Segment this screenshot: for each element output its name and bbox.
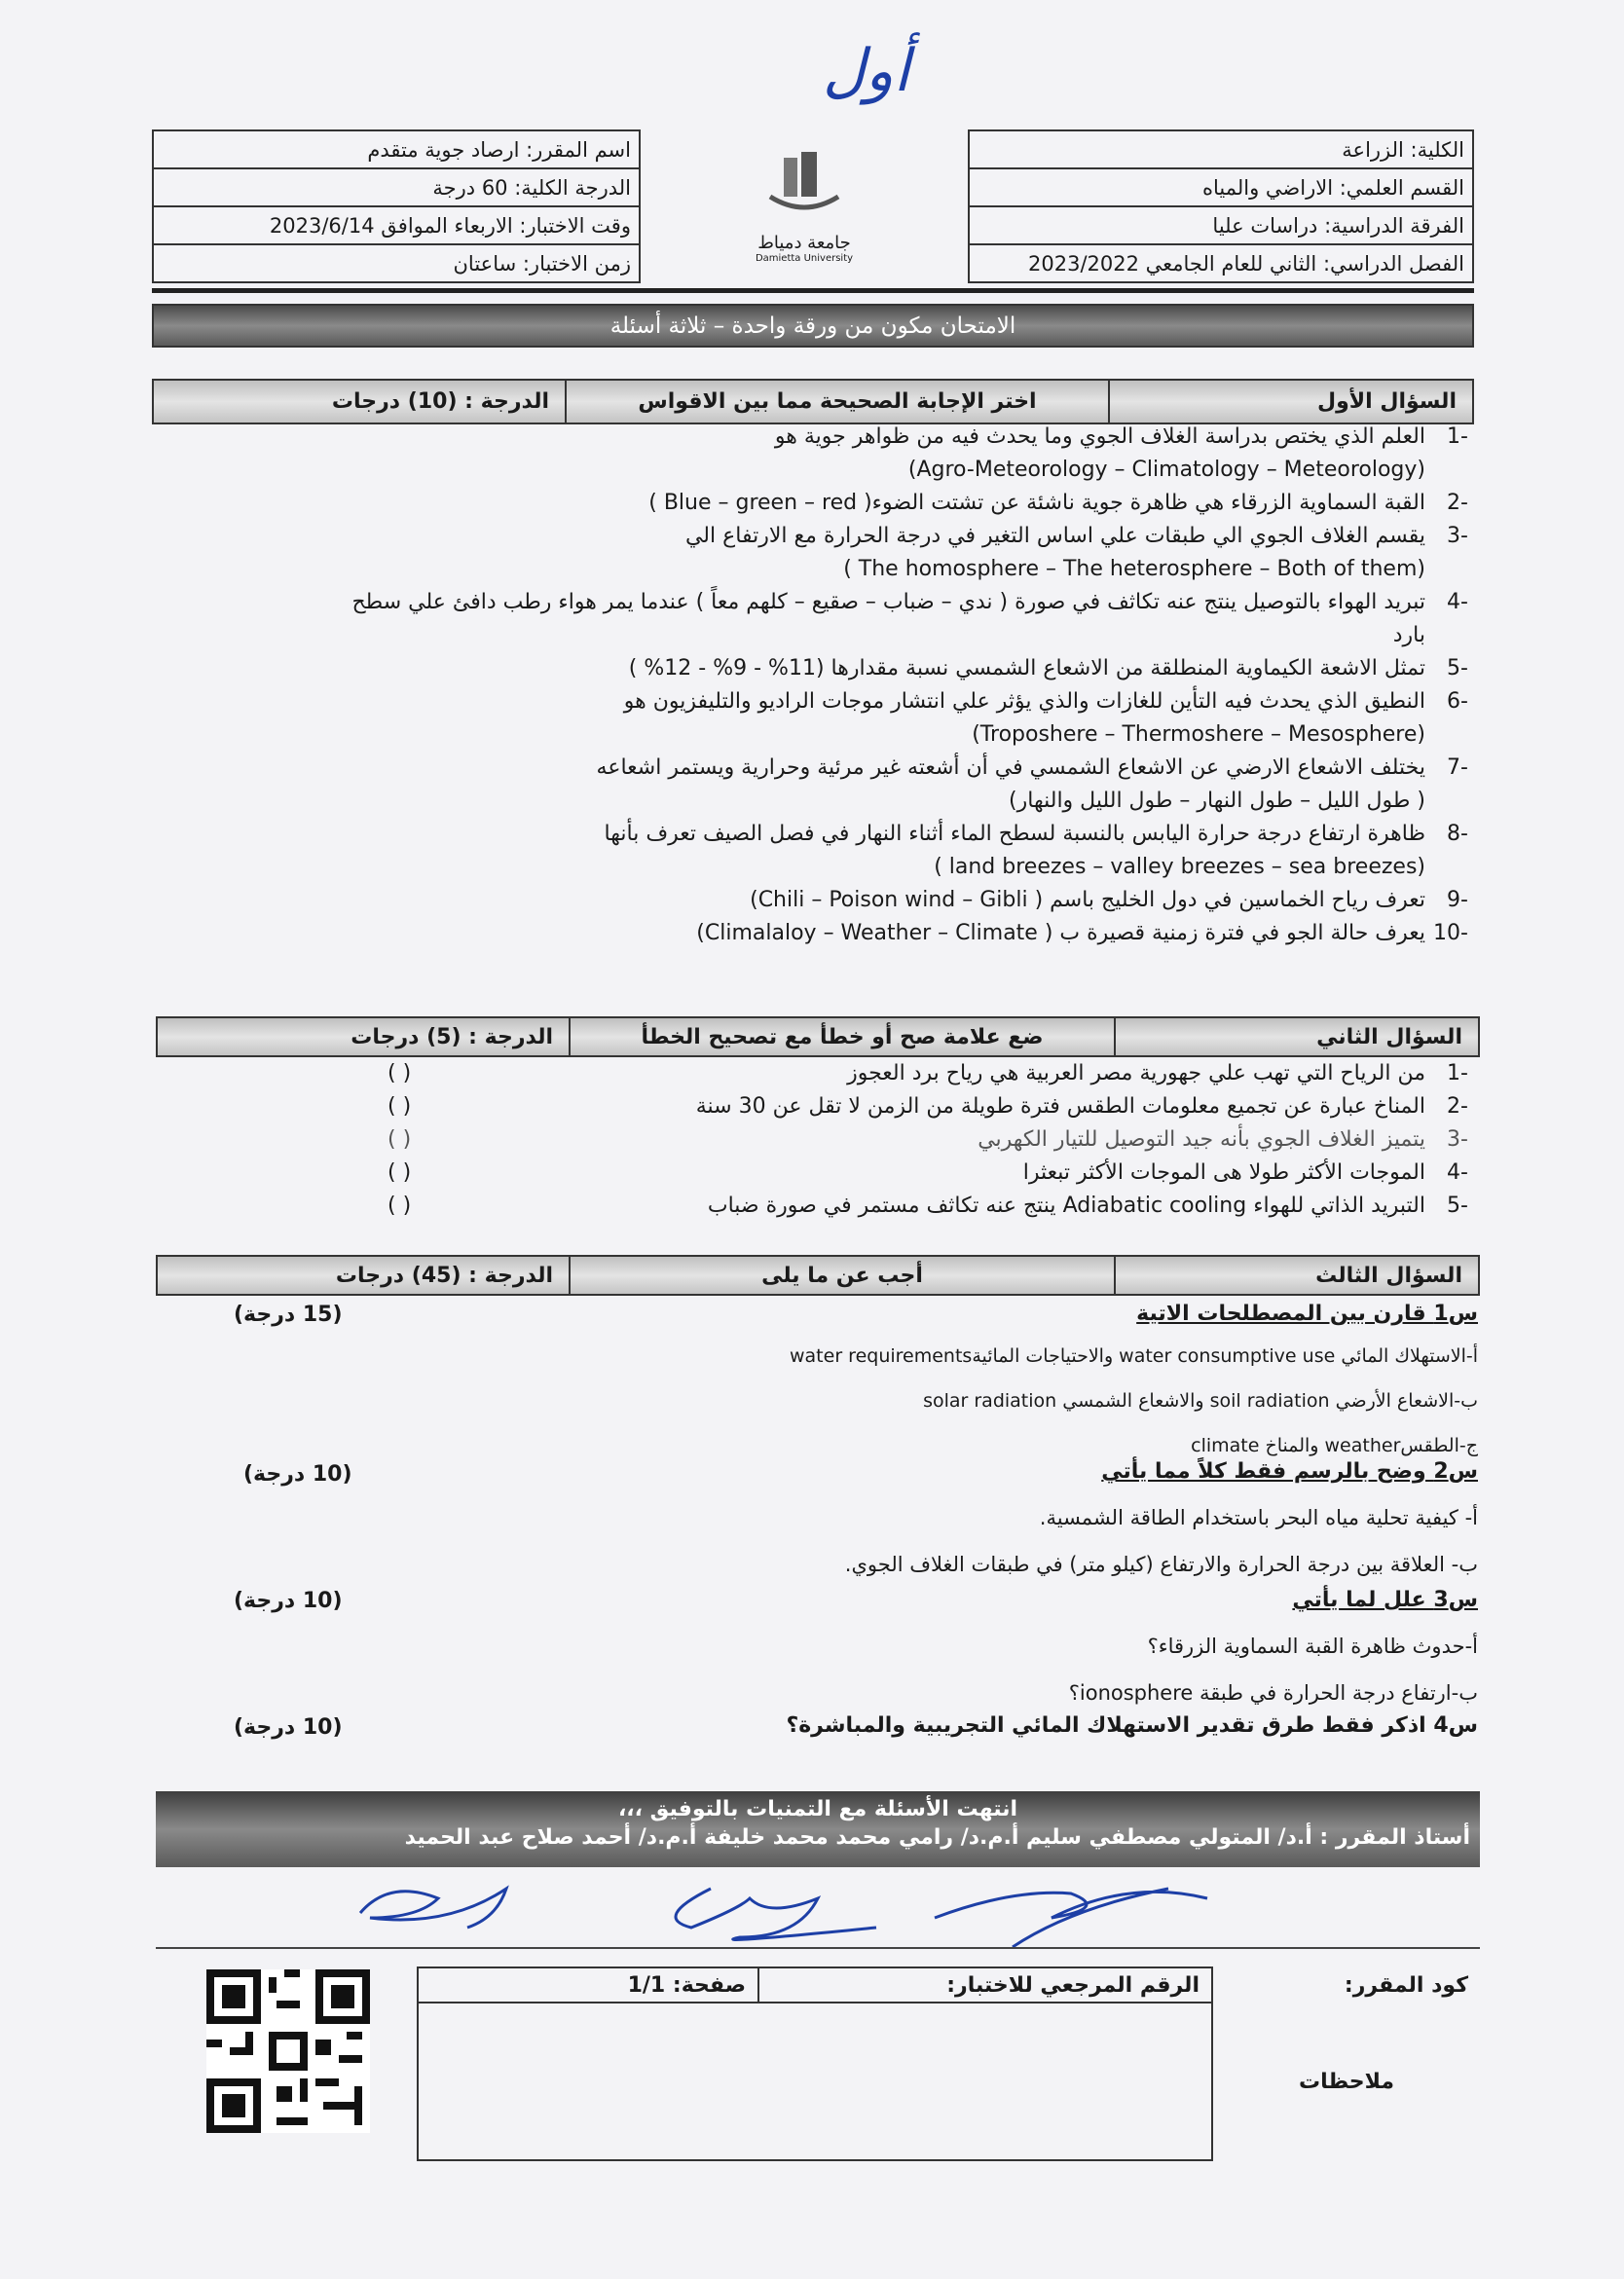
footer-table (417, 1967, 1480, 2161)
page-number: صفحة: 1/1 (418, 1967, 758, 2003)
qr-code-icon (206, 1969, 370, 2133)
q2-title: السؤال الثاني (1115, 1017, 1479, 1056)
q2-item: -3يتميز الغلاف الجوي بأنه جيد التوصيل للتيار الكهربي ( ) (144, 1123, 1468, 1157)
q3-s3-title: س3 علل لما يأتي (1292, 1588, 1478, 1612)
signature-1 (360, 1889, 506, 1928)
q1-item-options: ( طول الليل – طول النهار – طول الليل والنهار) (1009, 789, 1425, 813)
exam-note-bar: الامتحان مكون من ورقة واحدة – ثلاثة أسئلة (152, 304, 1474, 348)
q1-item-options: (Agro-Meteorology – Climatology – Meteorology) (907, 458, 1425, 482)
q1-item: -1العلم الذي يختص بدراسة الغلاف الجوي وما يحدث فيه من ظواهر جوية هو (774, 424, 1468, 449)
header-department: القسم العلمي: الاراضي والمياه (969, 168, 1473, 206)
answer-blank[interactable]: ( ) (388, 1160, 412, 1185)
q2-items (144, 1057, 1468, 1223)
q1-header (152, 379, 1474, 424)
header-level: الفرقة الدراسية: دراسات عليا (969, 206, 1473, 244)
q2-item: -4الموجات الأكثر طولا هى الموجات الأكثر تبعثرا ( ) (144, 1157, 1468, 1190)
q1-item-options: (land breezes – valley breezes – sea breezes ) (934, 855, 1425, 879)
q3-instruction: أجب عن ما يلى (570, 1256, 1115, 1295)
signature-2 (676, 1889, 876, 1939)
q1-items (144, 421, 1468, 950)
q2-instruction: ضع علامة صح أو خطأ مع تصحيح الخطأ (570, 1017, 1115, 1056)
answer-blank[interactable]: ( ) (388, 1094, 412, 1119)
q2-header (156, 1016, 1480, 1057)
q3-s1-item: أ-الاستهلاك المائي water consumptive use والاحتياجات المائيةwater requirements (790, 1345, 1478, 1367)
q3-s3-item: ب-ارتفاع درجة الحرارة في طبقة ionosphere؟ (1068, 1681, 1478, 1705)
header-faculty: الكلية: الزراعة (969, 130, 1473, 168)
answer-blank[interactable]: ( ) (388, 1127, 412, 1152)
q3-s2-grade: (10 درجة) (243, 1462, 352, 1487)
q1-instruction: اختر الإجابة الصحيحة مما بين الاقواس (566, 380, 1109, 423)
q1-item-options: (Troposhere – Thermoshere – Mesosphere) (972, 722, 1425, 747)
q3-s1-grade: (15 درجة) (234, 1303, 343, 1327)
q3-title: السؤال الثالث (1115, 1256, 1479, 1295)
q2-item: -1من الرياح التي تهب علي جهورية مصر العربية هي رياح برد العجوز ( ) (144, 1057, 1468, 1090)
q1-grade: الدرجة : (10) درجات (153, 380, 566, 423)
q2-item: -2المناخ عبارة عن تجميع معلومات الطقس فترة طويلة من الزمن لا تقل عن 30 سنة ( ) (144, 1090, 1468, 1123)
q1-item: -8ظاهرة ارتفاع درجة حرارة اليابس بالنسبة لسطح الماء أثناء النهار في فصل الصيف تعرف بأنها (604, 822, 1468, 846)
q1-item: -2القبة السماوية الزرقاء هي ظاهرة جوية ناشئة عن تشتت الضوء( Blue – green – red ) (648, 491, 1468, 515)
q1-item: -9تعرف رياح الخماسين في دول الخليج باسم ( Chili – Poison wind – Gibli) (750, 888, 1468, 912)
logo-text-en: Damietta University (755, 252, 854, 264)
q1-item: -5تمثل الاشعة الكيماوية المنطلقة من الاشعاع الشمسي نسبة مقدارها (11% - 9% - 12% ) (628, 656, 1468, 680)
logo-text-ar: جامعة دمياط (757, 232, 851, 253)
header-duration: زمن الاختبار: ساعتان (153, 244, 640, 282)
header-semester: الفصل الدراسي: الثاني للعام الجامعي 2023/2022 (969, 244, 1473, 282)
q2-grade: الدرجة : (5) درجات (157, 1017, 570, 1056)
instructors: أستاذ المقرر : أ.د/ المتولي مصطفي سليم أ.م.د/ رامي محمد محمد خليفة أ.م.د/ أحمد صلاح عبد الحميد (404, 1825, 1470, 1850)
signatures (331, 1859, 1305, 1957)
q3-s3-item: أ-حدوث ظاهرة القبة السماوية الزرقاء؟ (1147, 1635, 1478, 1658)
q1-title: السؤال الأول (1109, 380, 1473, 423)
notes-label: ملاحظات (1299, 2069, 1394, 2094)
q3-s4-grade: (10 درجة) (234, 1715, 343, 1740)
q3-s1-item: ج-الطقسweather والمناخ climate (1191, 1435, 1478, 1456)
exam-ref-label: الرقم المرجعي للاختبار: (758, 1967, 1212, 2003)
q3-s2-item: أ- كيفية تحلية مياه البحر باستخدام الطاقة الشمسية. (1039, 1506, 1478, 1529)
header-table (152, 129, 1474, 277)
q3-s1-item: ب-الاشعاع الأرضي soil radiation والاشعاع الشمسي solar radiation (923, 1390, 1478, 1412)
university-logo (640, 130, 969, 282)
q3-s1-items (504, 1334, 1478, 1468)
q1-item-options: (The homosphere – The heterosphere – Both of them ) (843, 557, 1425, 581)
q1-item: -4تبريد الهواء بالتوصيل ينتج عنه تكاثف في صورة ( ندي – ضباب – صقيع – كلهم معاً ) عندما يمر هواء رطب دافئ علي سطح (351, 590, 1468, 614)
q2-item: -5التبريد الذاتي للهواء Adiabatic cooling ينتج عنه تكاثف مستمر في صورة ضباب ( ) (144, 1190, 1468, 1223)
q3-grade: الدرجة : (45) درجات (157, 1256, 570, 1295)
q1-item: -7يختلف الاشعاع الارضي عن الاشعاع الشمسي في أن أشعته غير مرئية وحرارية ويستمر اشعاعه (596, 755, 1468, 780)
q1-item: -10يعرف حالة الجو في فترة زمنية قصيرة ب ( Climalaloy – Weather – Climate) (696, 921, 1468, 945)
notes-box[interactable] (418, 2003, 1212, 2160)
signature-3 (935, 1889, 1207, 1947)
q3-s4-title: س4 اذكر فقط طرق تقدير الاستهلاك المائي التجريبية والمباشرة؟ (786, 1713, 1478, 1738)
answer-blank[interactable]: ( ) (388, 1194, 412, 1218)
q3-header (156, 1255, 1480, 1296)
q1-item: -3يقسم الغلاف الجوي الي طبقات علي اساس التغير في درجة الحرارة مع الارتفاع الي (684, 524, 1468, 548)
q3-s3-items (504, 1623, 1478, 1716)
divider (152, 288, 1474, 293)
closing-message: انتهت الأسئلة مع التمنيات بالتوفيق ،،، (617, 1797, 1018, 1821)
q1-item-options: بارد (1392, 623, 1425, 647)
handwritten-mark: أول (823, 37, 910, 105)
header-course: اسم المقرر: ارصاد جوية متقدم (153, 130, 640, 168)
answer-blank[interactable]: ( ) (388, 1061, 412, 1085)
header-total-grade: الدرجة الكلية: 60 درجة (153, 168, 640, 206)
logo-icon (741, 150, 867, 228)
q3-s2-title: س2 وضح بالرسم فقط كلاً مما يأتي (1101, 1459, 1478, 1484)
q3-s3-grade: (10 درجة) (234, 1589, 343, 1613)
divider (156, 1947, 1480, 1949)
header-exam-time: وقت الاختبار: الاربعاء الموافق 2023/6/14 (153, 206, 640, 244)
q3-s1-title: س1 قارن بين المصطلحات الاتية (1136, 1302, 1478, 1326)
q3-s2-items (504, 1494, 1478, 1588)
course-code-label: كود المقرر: (1344, 1972, 1468, 1998)
q3-s2-item: ب- العلاقة بين درجة الحرارة والارتفاع (كيلو متر) في طبقات الغلاف الجوي. (844, 1553, 1478, 1576)
closing-bar (156, 1791, 1480, 1867)
q1-item: -6النطيق الذي يحدث فيه التأين للغازات والذي يؤثر علي انتشار موجات الراديو والتليفزيون هو (623, 689, 1468, 714)
